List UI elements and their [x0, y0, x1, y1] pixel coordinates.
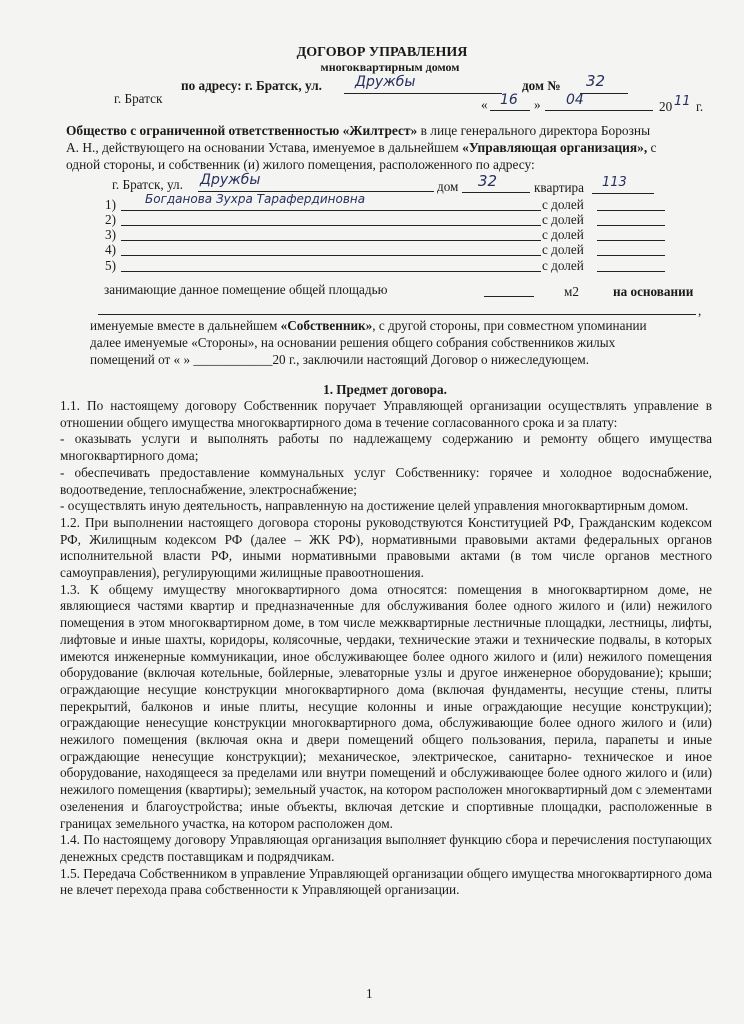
- clause-1-3: 1.3. К общему имуществу многоквартирного дома относятся: помещения в многоквартирном доме, не являющиеся частями квартир и предназначенные для обслуживания более одного жилого и (или) нежилого помещения в этом многоквартирном доме, в том числе межквартирные лестничные площадки, лестницы, лифты, лифтовые и иные шахты, коридоры, колясочные, чердаки, технические этажи и технические подвалы, в которых имеются инженерные коммуникации, иное обслуживающее более одного жилого и (или) нежилого помещения оборудование (включая котельные, бойлерные, элеваторные узлы и другое инженерное оборудование); крыши; ограждающие несущие конструкции многоквартирного дома (включая фундаменты, несущие стены, плиты перекрытий, балконов и иные плиты, несущие колонны и иные ограждающие несущие конструкции); ограждающие ненесущие конструкции многоквартирного дома, обслуживающие более одного жилого и (или) нежилого помещения (включая окна и двери помещений общего пользования, перила, парапеты и иные ограждающие ненесущие конструкции); механическое, электрическое, санитарно- техническое и иное оборудование, находящееся за пределами или внутри помещений и обслуживающее более одного жилого и (или) нежилого помещения (квартиры); земельный участок, на котором расположен многоквартирный дом с элементами озеленения и благоустройства; иные объекты, включая детские и спортивные площадки, расположенные в границах земельного участка, на котором расположен дом.: [60, 581, 712, 831]
- parties-line-2-text: А. Н., действующего на основании Устава, именуемое в дальнейшем: [66, 140, 463, 155]
- collective-text: именуемые вместе в дальнейшем: [90, 318, 281, 333]
- parties-line-1: [66, 123, 650, 139]
- owner-row-number: 4): [105, 242, 116, 257]
- owner-share-label: с долей: [542, 258, 584, 273]
- owner-address-prefix: г. Братск, ул.: [112, 177, 183, 192]
- date-open-quote: «: [481, 97, 488, 112]
- date-close-quote: »: [534, 97, 541, 112]
- clause-1-1: 1.1. По настоящему договору Собственник поручает Управляющей организации осуществлять управление в отношении общего имущества многоквартирного дома в течение согласованного срока и за плату:: [60, 398, 712, 430]
- owner-house-handwritten: 32: [478, 172, 498, 190]
- company-name: Общество с ограниченной ответственностью «Жилтрест»: [66, 123, 418, 138]
- street-underline: [344, 93, 502, 94]
- owner-share-underline: [597, 271, 665, 272]
- house-number-handwritten: 32: [586, 72, 606, 90]
- year-handwritten: 11: [674, 94, 691, 109]
- document-title: ДОГОВОР УПРАВЛЕНИЯ: [296, 45, 468, 60]
- owner-share-label: с долей: [542, 242, 584, 257]
- collective-line-1: [90, 318, 647, 334]
- owner-share-label: с долей: [542, 197, 584, 212]
- basis-comma: ,: [698, 303, 702, 318]
- clause-1-2: 1.2. При выполнении настоящего договора стороны руководствуются Конституцией РФ, Гражданским кодексом РФ, Жилищным кодексом РФ (далее – ЖК РФ), нормативными правовыми актами федеральных органов исполнительной власти РФ, иными нормативными правовыми актами (в том числе органов местного самоуправления), регулирующими жилищные правоотношения.: [60, 514, 712, 581]
- owner-row-number: 2): [105, 212, 116, 227]
- area-basis: на основании: [613, 284, 694, 299]
- owner-name-underline: [121, 240, 541, 241]
- city-label: г. Братск: [114, 91, 163, 106]
- owner-share-underline: [597, 210, 665, 211]
- owner-row: [105, 192, 705, 213]
- clause-1-5: 1.5. Передача Собственником в управление Управляющей организации общего имущества многоквартирного дома не влечет перехода права собственности к Управляющей организации.: [60, 865, 712, 898]
- parties-line-2-tail: с: [647, 140, 657, 155]
- owner-row: [105, 212, 705, 228]
- house-underline: [580, 93, 628, 94]
- year-suffix: г.: [696, 99, 704, 114]
- street-handwritten: Дружбы: [355, 74, 416, 90]
- owner-row-number: 5): [105, 258, 116, 273]
- day-underline: [490, 110, 530, 111]
- owner-share-underline: [597, 255, 665, 256]
- collective-line-4: помещений от « » ____________20 г., заключили настоящий Договор о нижеследующем.: [90, 352, 590, 367]
- owner-row-number: 1): [105, 197, 116, 212]
- company-director: в лице генерального директора Борозны: [417, 123, 651, 138]
- section-1-body: [60, 398, 712, 899]
- owner-row: [105, 258, 705, 274]
- owner-name-underline: [121, 255, 541, 256]
- day-handwritten: 16: [500, 92, 518, 108]
- owner-share-label: с долей: [542, 212, 584, 227]
- address-prefix: по адресу: г. Братск, ул.: [181, 78, 322, 93]
- parties-line-3: одной стороны, и собственник (и) жилого помещения, расположенного по адресу:: [66, 157, 535, 172]
- owner-row: [105, 242, 705, 258]
- document-subtitle: многоквартирным домом: [320, 60, 460, 74]
- owner-street-handwritten: Дружбы: [200, 172, 261, 188]
- clause-1-1-item: - оказывать услуги и выполнять работы по надлежащему содержанию и ремонту общего имущества многоквартирного дома;: [60, 431, 712, 464]
- owner-house-label: дом: [437, 179, 459, 194]
- year-prefix: 20: [659, 99, 673, 114]
- collective-text-2: , с другой стороны, при совместном упоминании: [372, 318, 647, 333]
- owner-name-handwritten: Богданова Зухра Тарафердиновна: [145, 192, 366, 206]
- parties-line-2: [66, 140, 656, 156]
- page-number: 1: [366, 986, 373, 1001]
- owner-row-number: 3): [105, 227, 116, 242]
- collective-line-3: далее именуемые «Стороны», на основании решения общего собрания собственников жилых: [90, 335, 616, 350]
- month-handwritten: 04: [566, 92, 584, 108]
- owner-term: «Собственник»: [280, 318, 373, 333]
- area-unit: м2: [564, 284, 579, 299]
- owner-apartment-label: квартира: [534, 180, 585, 195]
- area-underline: [484, 296, 534, 297]
- section-1-heading: 1. Предмет договора.: [323, 382, 447, 397]
- owner-row: [105, 227, 705, 243]
- owner-share-underline: [597, 225, 665, 226]
- clause-1-4: 1.4. По настоящему договору Управляющая организация выполняет функцию сбора и перечисления поступающих денежных средств поставщикам и подрядчикам.: [60, 832, 712, 864]
- managing-org-term: «Управляющая организация»,: [462, 140, 648, 155]
- clause-1-1-item: - обеспечивать предоставление коммунальных услуг Собственнику: горячее и холодное водоснабжение, водоотведение, теплоснабжение, электроснабжение;: [60, 464, 712, 497]
- area-text: занимающие данное помещение общей площадью: [104, 282, 388, 297]
- owner-house-underline: [462, 192, 530, 193]
- month-underline: [545, 110, 653, 111]
- clause-1-1-item: - осуществлять иную деятельность, направленную на достижение целей управления многоквартирным домом.: [60, 498, 689, 514]
- basis-underline: [98, 314, 696, 315]
- house-number-label: дом №: [522, 78, 561, 93]
- owner-name-underline: [121, 225, 541, 226]
- owner-name-underline: [121, 210, 541, 211]
- owner-name-underline: [121, 271, 541, 272]
- owner-share-underline: [597, 240, 665, 241]
- owner-share-label: с долей: [542, 227, 584, 242]
- owner-apartment-handwritten: 113: [602, 175, 627, 190]
- owner-apartment-underline: [592, 193, 654, 194]
